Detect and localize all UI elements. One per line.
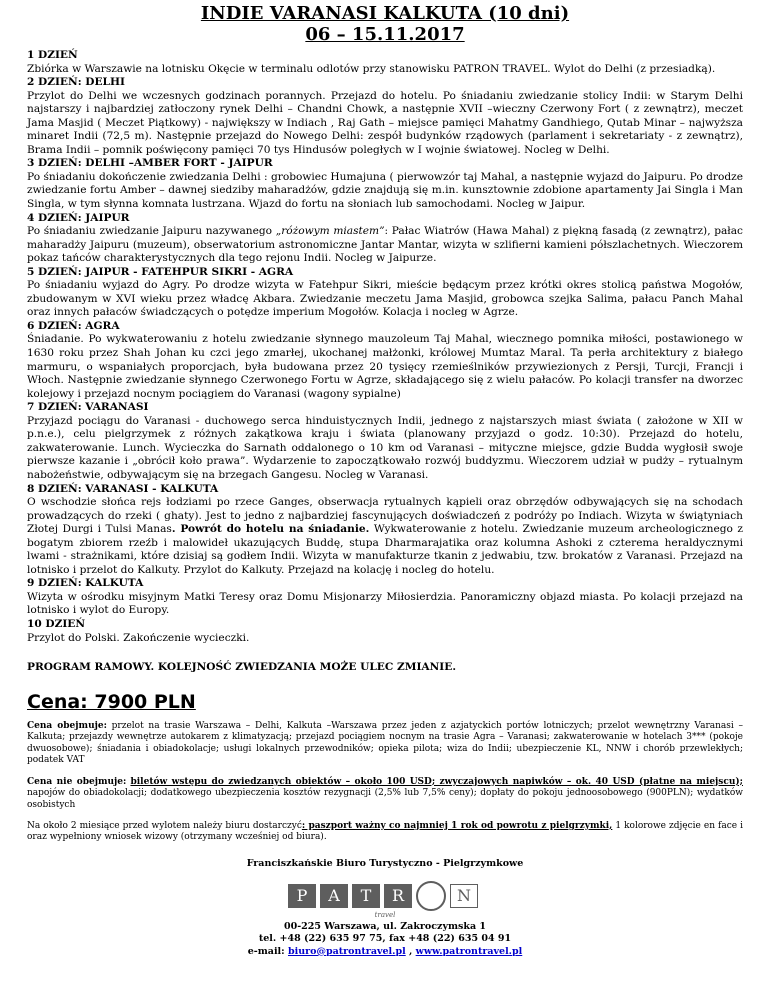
title-line-1: INDIE VARANASI KALKUTA (10 dni)	[200, 3, 570, 24]
day-description: Przylot do Delhi we wczesnych godzinach porannych. Przejazd do hotelu. Po śniadaniu zwiedzanie stolicy Indii: w Starym Delhi najstarszy i najbardziej zatłoczony rynek Delhi – Chandni Chowk, a następnie XVII –wieczny Czerwony Fort ( z zewnątrz), meczet Jama Masjid ( Meczet Piątkowy) - największy w Indiach , Raj Gath – miejsce pamięci Mahatmy Gandhiego, Qutab Minar – najwyższa minaret Indii (72,5 m). Następnie przejazd do Nowego Delhi: zespół budynków rządowych (parlament i sekretariaty - z zewnątrz), Brama Indii – pomnik poświęcony pamięci 70 tys Hindusów poległych w I wojnie światowej. Nocleg w Delhi.	[27, 89, 743, 156]
day-heading: 5 DZIEŃ: JAIPUR - FATEHPUR SIKRI - AGRA	[27, 265, 294, 278]
day-2	[27, 76, 743, 157]
logo-letter: N	[450, 884, 478, 908]
passport-pre: Na około 2 miesiące przed wylotem należy biuru dostarczyć	[27, 820, 302, 831]
passport-underlined: : paszport ważny co najmniej 1 rok od powrotu z pielgrzymki,	[301, 820, 613, 831]
logo-letter: P	[288, 884, 316, 908]
footer-phone: tel. +48 (22) 635 97 75, fax +48 (22) 635 04 91	[258, 933, 512, 945]
logo-letter: T	[352, 884, 380, 908]
excludes-text: napojów do obiadokolacji; dodatkowego ubezpieczenia kosztów rezygnacji (2,5% lub 7,5% ceny); dopłaty do pokoju jednoosobowego (900PLN); wydatków osobistych	[27, 788, 743, 810]
price-excludes	[27, 777, 743, 811]
price: Cena: 7900 PLN	[27, 691, 196, 714]
day-description: Wizyta w ośrodku misyjnym Matki Teresy oraz Domu Misjonarzy Miłosierdzia. Panoramiczny objazd miasta. Po kolacji przejazd na lotnisko i wylot do Europy.	[27, 590, 743, 617]
day-10	[27, 618, 743, 645]
day-description: Przylot do Polski. Zakończenie wycieczki.	[27, 631, 250, 644]
day-description: Śniadanie. Po wykwaterowaniu z hotelu zwiedzanie słynnego mauzoleum Taj Mahal, wiecznego pomnika miłości, postawionego w 1630 roku przez Shah Johan ku czci jego zmarłej, ukochanej małżonki, królowej Mumtaz Maral. Ta perła architektury z białego marmuru, o wspaniałych proporcjach, była budowana przez 20 tysięcy rzemieślników przywiezionych z Persji, Turcji, Francji i Włoch. Następnie zwiedzanie słynnego Czerwonego Fortu w Agrze, składającego się z wielu pałaców. Po kolacji transfer na dworzec kolejowy i przejazd nocnym pociągiem do Varanasi (wagony sypialne)	[27, 333, 743, 400]
bold-text: . Powrót do hotelu na śniadanie.	[171, 523, 370, 536]
contact-separator: ,	[405, 945, 416, 957]
day-heading: 3 DZIEŃ: DELHI –AMBER FORT - JAIPUR	[27, 157, 273, 170]
day-heading: 8 DZIEŃ: VARANASI - KALKUTA	[27, 482, 219, 495]
includes-text: przelot na trasie Warszawa – Delhi, Kalkuta –Warszawa przez jeden z azjatyckich portów lotniczych; przelot wewnętrzny Varanasi – Kalkuta; przejazdy wewnętrze autokarem z klimatyzacją; przejazd pociągiem nocnym na trasie Agra – Varanasi; zakwaterowanie w hotelach 3*** (pokoje dwuosobowe); śniadania i obiadokolacje; usługi lokalnych przewodników; opieka pilota; wiza do Indii; ubezpieczenie KL, NNW i chorób przewlekłych; podatek VAT	[27, 721, 743, 766]
title-line-2: 06 – 15.11.2017	[305, 24, 465, 45]
website-link[interactable]: www.patrontravel.pl	[415, 945, 523, 957]
text-part: : Pałac Wiatrów (Hawa Mahal) z piękną fasadą (z zewnątrz), pałac maharadży Jaipuru (muzeum), obserwatorium astronomiczne Jantar Mantar, wizyta w szlifierni kamieni półszlachetnych. Wieczorem pokaz tańców charakterystycznych dla tego rejonu Indii. Nocleg w Jaipurze.	[27, 225, 743, 265]
day-description: Po śniadaniu dokończenie zwiedzania Delhi : grobowiec Humajuna ( pierwowzór taj Mahal, a następnie wyjazd do Jaipuru. Po drodze zwiedzanie fortu Amber – dawnej siedziby maharadżów, gdzie znajdują się m.in. kunsztownie zdobione apartamenty Jai Singla i Man Singla, w tym słynna komnata lustrzana. Wjazd do fortu na słoniach lub samochodami. Nocleg w Jaipur.	[27, 170, 743, 211]
text-part: Po śniadaniu zwiedzanie Jaipuru nazywanego	[27, 225, 276, 238]
page-title	[27, 3, 743, 45]
day-heading: 10 DZIEŃ	[27, 617, 86, 630]
itinerary	[27, 49, 743, 645]
day-heading: 9 DZIEŃ: KALKUTA	[27, 577, 144, 590]
includes-label: Cena obejmuje:	[27, 721, 107, 732]
day-5	[27, 266, 743, 320]
excludes-underlined: biletów wstępu do zwiedzanych obiektów – około 100 USD; zwyczajowych napiwków – ok. 40 USD (płatne na miejscu);	[130, 776, 743, 787]
logo-letter: R	[384, 884, 412, 908]
day-description	[27, 225, 743, 266]
document-page	[27, 3, 743, 958]
text-part: Wykwaterowanie z hotelu. Zwiedzanie muzeum archeologicznego z bogatym zbiorem rzeźb i malowideł ukazujących Buddę, stupa Dharmarajatika oraz kolumna Ashoki z czterema heraldycznymi lwami - strażnikami, które dzisiaj są godłem Indii. Wizyta w manufakturze tkanin z jedwabiu, tzw. brokatów z Varanasi. Przejazd na lotnisko i przelot do Kalkuty. Przylot do Kalkuty. Przejazd na kolację i nocleg do hotelu.	[27, 523, 743, 576]
footer-contact	[27, 946, 743, 959]
passport-post: 1 kolorowe zdjęcie en face i oraz wypełniony wniosek wizowy (otrzymany wcześniej od biura).	[27, 820, 743, 843]
organization-name: Franciszkańskie Biuro Turystyczno - Pielgrzymkowe	[246, 857, 524, 869]
day-heading: 2 DZIEŃ: DELHI	[27, 76, 125, 89]
text-part: O wschodzie słońca rejs łodziami po rzece Ganges, obserwacja rytualnych kąpieli oraz obrzędów odbywających się na schodach prowadzących do rzeki ( ghaty). Jest to jedno z najbardziej fascynujących doświadczeń z podróży po Indiach. Wizyta w świątyniach Złotej Durgi i Tulsi Manas	[27, 496, 743, 536]
day-heading: 6 DZIEŃ: AGRA	[27, 319, 120, 332]
price-includes	[27, 721, 743, 767]
day-1	[27, 49, 743, 76]
day-6	[27, 320, 743, 401]
day-4	[27, 212, 743, 266]
footer	[27, 858, 743, 959]
logo-ring-icon	[416, 881, 446, 911]
day-description	[27, 496, 743, 577]
day-description: Zbiórka w Warszawie na lotnisku Okęcie w terminalu odlotów przy stanowisku PATRON TRAVEL. Wylot do Delhi (z przesiadką).	[27, 62, 716, 75]
day-description: Przyjazd pociągu do Varanasi - duchowego serca hinduistycznych Indii, jednego z najstarszych miast świata ( założone w XII w p.n.e.), celu pielgrzymek z różnych zakątkowa kraju i świata (planowany przyjazd o godz. 10:30). Przejazd do hotelu, zakwaterowanie. Lunch. Wycieczka do Sarnath oddalonego o 10 km od Varanasi – mityczne miejsce, gdzie Budda wygłosił swoje pierwsze kazanie i „obrócił koło prawa”. Wydarzenie to zapoczątkowało rozwój buddyzmu. Wieczorem udział w pudży – rytualnym nabożeństwie, odbywającym się na brzegach Gangesu. Nocleg w Varanasi.	[27, 414, 743, 481]
footer-address: 00-225 Warszawa, ul. Zakroczymska 1	[283, 920, 487, 932]
day-8	[27, 483, 743, 578]
logo-subtitle: travel	[374, 910, 396, 919]
day-7	[27, 401, 743, 482]
day-9	[27, 577, 743, 618]
day-3	[27, 157, 743, 211]
patron-logo	[288, 881, 482, 919]
day-heading: 7 DZIEŃ: VARANASI	[27, 401, 149, 414]
day-heading: 4 DZIEŃ: JAIPUR	[27, 211, 130, 224]
program-note: PROGRAM RAMOWY. KOLEJNOŚĆ ZWIEDZANIA MOŻE ULEC ZMIANIE.	[27, 661, 457, 674]
email-link[interactable]: biuro@patrontravel.pl	[287, 945, 406, 957]
emphasis-text: „różowym miastem”	[275, 225, 385, 238]
passport-note	[27, 821, 743, 844]
logo-letter: A	[320, 884, 348, 908]
email-label: e-mail:	[247, 945, 288, 957]
excludes-label: Cena nie obejmuje:	[27, 776, 127, 787]
day-heading: 1 DZIEŃ	[27, 49, 78, 61]
day-description: Po śniadaniu wyjazd do Agry. Po drodze wizyta w Fatehpur Sikri, mieście będącym przez krótki okres stolicą państwa Mogołów, zbudowanym w XVI wieku przez władcę Akbara. Zwiedzanie meczetu Jama Masjid, grobowca szejka Salima, pałacu Panch Mahal oraz innych pałaców świadczących o potędze imperium Mogołów. Kolacja i nocleg w Agrze.	[27, 279, 743, 319]
